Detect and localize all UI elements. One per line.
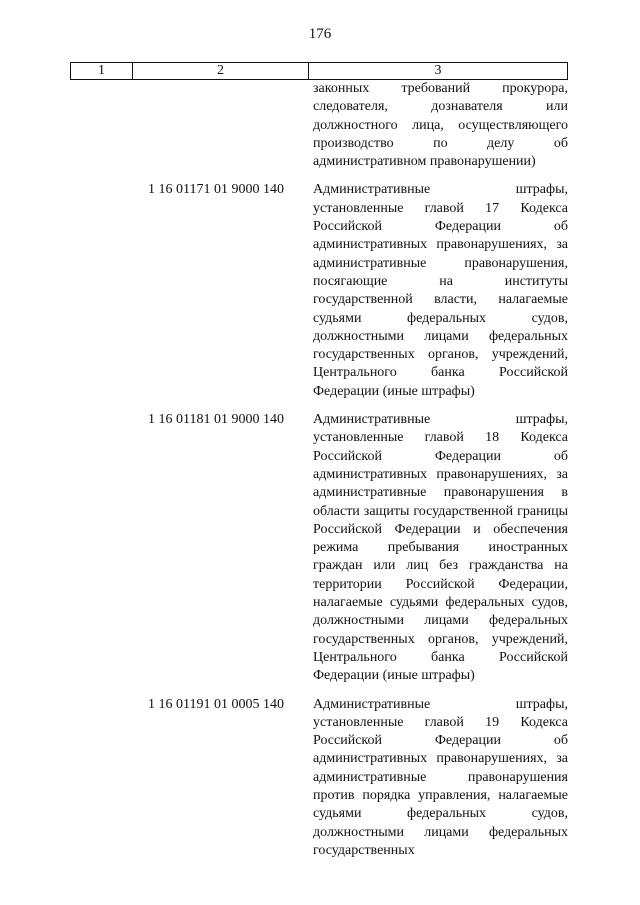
table-row	[0, 411, 640, 685]
table-row	[0, 696, 640, 861]
column-number-1: 1	[71, 63, 133, 79]
row-description: Административные штрафы, установленные главой 17 Кодекса Российской Федерации об административных правонарушениях, за административные правонарушения, посягающие на институты государственной власти, налагаемые судьями федеральных судов, должностными лицами федеральных государственных органов, учреждений, Центрального банка Российской Федерации (иные штрафы)	[313, 182, 568, 399]
row-description: законных требований прокурора, следователя, дознавателя или должностного лица, осуществляющего производство по делу об административном правонарушении)	[313, 81, 568, 170]
table-row	[0, 181, 640, 401]
table-row	[0, 80, 640, 171]
classification-code: 1 16 01181 01 9000 140	[148, 412, 284, 428]
classification-code: 1 16 01171 01 9000 140	[148, 182, 284, 198]
column-number-2: 2	[133, 63, 309, 79]
page-number: 176	[308, 26, 332, 42]
table-column-header	[70, 62, 568, 80]
row-description: Административные штрафы, установленные главой 18 Кодекса Российской Федерации об административных правонарушениях, за административные правонарушения в области защиты государственной границы Российской Федерации и обеспечения режима пребывания иностранных граждан или лиц без гражданства на территории Российской Федерации, налагаемые судьями федеральных судов, должностными лицами федеральных государственных органов, учреждений, Центрального банка Российской Федерации (иные штрафы)	[313, 412, 568, 684]
classification-code: 1 16 01191 01 0005 140	[148, 696, 284, 712]
column-number-3: 3	[434, 63, 442, 78]
row-description: Административные штрафы, установленные главой 19 Кодекса Российской Федерации об административных правонарушениях, за административные правонарушения против порядка управления, налагаемые судьями федеральных судов, должностными лицами федеральных государственных	[313, 696, 568, 858]
table-body	[0, 80, 640, 860]
